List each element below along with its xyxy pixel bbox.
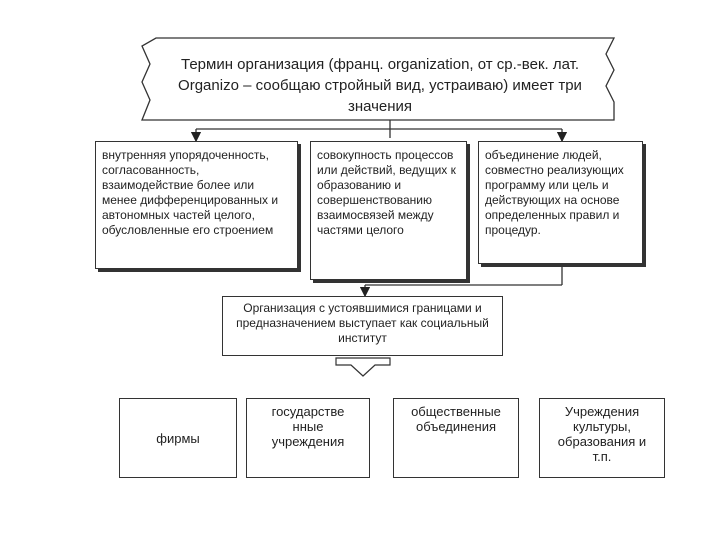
meaning-box-3 [478, 141, 643, 264]
meaning-text-3: объединение людей, совместно реализующих программу или цель и действующих на основе определенных правил и процедур. [485, 148, 624, 237]
example-box-public-associations [393, 398, 519, 478]
example-box-state-institutions [246, 398, 370, 478]
institution-text: Организация с устоявшимися границами и предназначением выступает как социальный институт [236, 301, 489, 345]
example-text-public-associations: общественные объединения [411, 404, 501, 434]
example-box-culture-education [539, 398, 665, 478]
meaning-text-2: совокупность процессов или действий, ведущих к образованию и совершенствованию взаимосвязей между частями целого [317, 148, 456, 237]
example-text-state-institutions: государстве нные учреждения [271, 404, 345, 449]
meaning-text-1: внутренняя упорядоченность, согласованность, взаимодействие более или менее дифференцированных и автономных частей целого, обусловленные его строением [102, 148, 279, 237]
example-text-culture-education: Учреждения культуры, образования и т.п. [557, 404, 647, 464]
meaning-box-2 [310, 141, 467, 280]
meaning-box-1 [95, 141, 298, 269]
example-text-firms: фирмы [156, 430, 200, 446]
title-text: Термин организация (франц. organization, от ср.-век. лат. Organizo – сообщаю стройный вид, устраиваю) имеет три значения [178, 56, 582, 115]
hollow-down-arrow-icon [336, 358, 390, 376]
example-box-firms [119, 398, 237, 478]
institution-box [222, 296, 503, 356]
